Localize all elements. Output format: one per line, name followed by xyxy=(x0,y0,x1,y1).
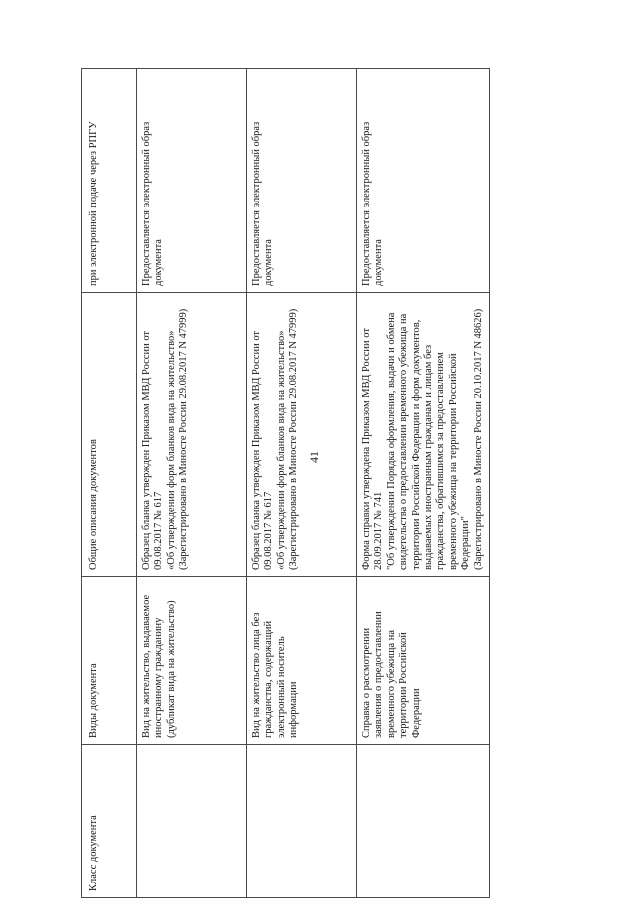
cell-description: Форма справки утверждена Приказом МВД России от 28.09.2017 № 741 "Об утверждении Порядка оформления, выдачи и обмена свидетельства о предоставлении временного убежища на территории Российской Федерации и форм документов, выдаваемых иностранным гражданам и лицам без гражданства, обратившимся за предоставлением временного убежища на территории Российской Федерации" (Зарегистрировано в Миносте России 20.10.2017 N 48626) xyxy=(357,293,490,577)
cell-type: Справка о рассмотрении заявления о предоставлении временного убежища на территории Российской Федерации xyxy=(357,577,490,745)
table-header-row xyxy=(82,69,137,898)
table-row xyxy=(357,69,490,898)
cell-form: Предоставляется электронный образ документа xyxy=(247,69,357,293)
cell-type: Вид на жительство, выдаваемое иностранному гражданину (дубликат вида на жительство) xyxy=(137,577,247,745)
header-type: Виды документа xyxy=(82,577,137,745)
header-class: Класс документа xyxy=(82,745,137,898)
documents-table xyxy=(81,68,490,898)
table-frame xyxy=(81,68,484,898)
header-description: Общие описания документов xyxy=(82,293,137,577)
cell-description: Образец бланка утвержден Приказом МВД России от 09.08.2017 № 617 «Об утверждении форм бланков вида на жительство» (Зарегистрировано в Миносте России 29.08.2017 N 47999) xyxy=(247,293,357,577)
table-row xyxy=(247,69,357,898)
cell-type: Вид на жительство лица без гражданства, содержащий электронный носитель информации xyxy=(247,577,357,745)
header-form: при электронной подаче через РПГУ xyxy=(82,69,137,293)
page-number: 41 xyxy=(307,451,321,463)
table-row xyxy=(137,69,247,898)
cell-description: Образец бланка утвержден Приказом МВД России от 09.08.2017 № 617 «Об утверждении форм бланков вида на жительство» (Зарегистрировано в Миносте России 29.08.2017 N 47999) xyxy=(137,293,247,577)
cell-form: Предоставляется электронный образ документа xyxy=(137,69,247,293)
cell-class xyxy=(137,745,247,898)
rotated-table-area xyxy=(81,68,484,898)
cell-form: Предоставляется электронный образ документа xyxy=(357,69,490,293)
cell-class xyxy=(247,745,357,898)
cell-class xyxy=(357,745,490,898)
